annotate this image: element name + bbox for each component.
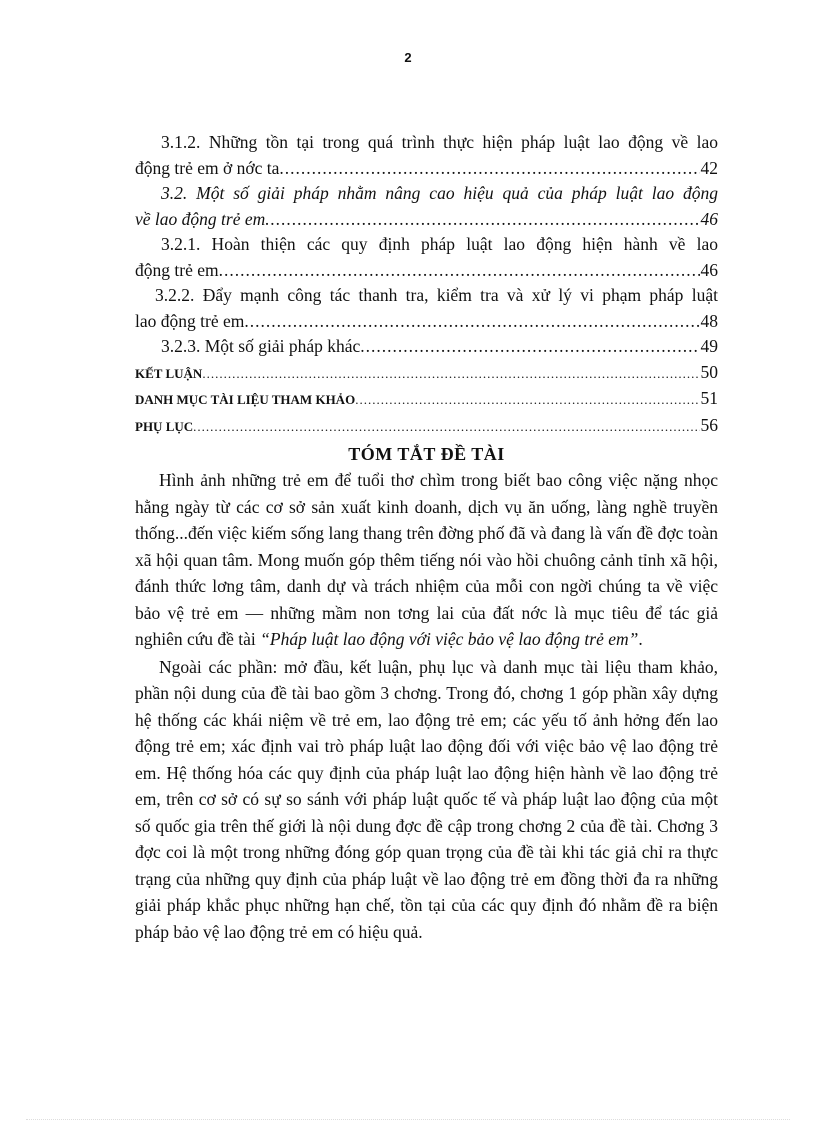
toc-leader-dots (244, 309, 699, 335)
toc-entry-3-1-2 (135, 130, 718, 181)
footer-dotted-rule (26, 1119, 790, 1120)
summary-title: TÓM TẮT ĐỀ TÀI (348, 444, 505, 464)
toc-entry-title: KẾT LUẬN (135, 365, 203, 381)
toc-entry-3-2 (135, 181, 718, 232)
toc-page-number: 42 (700, 157, 718, 178)
toc-entry-title: 3.2.3. Một số giải pháp khác (161, 336, 361, 356)
toc-page-number: 46 (700, 208, 718, 229)
toc-page-number: 49 (700, 336, 718, 356)
toc-page-number: 48 (700, 310, 718, 331)
toc-entry-3-2-2 (135, 283, 718, 334)
toc-leader-dots (360, 334, 699, 360)
summary-paragraph-1-text: Hình ảnh những trẻ em để tuổi thơ chìm trong biết bao công việc nặng nhọc hằng ngày từ các cơ sở sản xuất kinh doanh, dịch vụ ăn uống, làng nghề truyền thống...đến việc kiếm sống lang thang trên đờng phố đã và đang là vấn đề đợc toàn xã hội quan tâm. Mong muốn góp thêm tiếng nói vào hồi chuông cảnh tỉnh xã hội, đánh thức lơng tâm, danh dự và trách nhiệm của mỗi con ngời chúng ta về việc bảo vệ trẻ em — những mầm non tơng lai của đất nớc là mục tiêu để tác giả nghiên cứu đề tài (135, 470, 718, 649)
toc-entry-first-line: 3.2.1. Hoàn thiện các quy định pháp luật lao động hiện hành về lao (161, 234, 718, 254)
toc-leader-dots (219, 258, 700, 284)
toc-entry-3-2-1 (135, 232, 718, 283)
toc-entry-phu-luc (135, 413, 718, 440)
page-number: 2 (404, 50, 412, 65)
summary-paragraph-1 (135, 467, 718, 653)
toc-leader-dots (193, 414, 699, 440)
toc-entry-danh-muc (135, 386, 718, 413)
toc-leader-dots (355, 387, 699, 413)
toc-entry-last-line: động trẻ em (135, 259, 219, 280)
toc-entry-3-2-3 (135, 334, 718, 360)
toc-leader-dots (279, 156, 699, 182)
toc-page-number: 56 (700, 414, 718, 435)
toc-page-number: 46 (700, 259, 718, 280)
table-of-contents (135, 130, 718, 439)
summary-paragraph-2: Ngoài các phần: mở đầu, kết luận, phụ lục và danh mục tài liệu tham khảo, phần nội dung của đề tài bao gồm 3 chơng. Trong đó, chơng 1 góp phần xây dựng hệ thống các khái niệm về trẻ em, lao động trẻ em; các yếu tố ảnh hởng đến lao động trẻ em; xác định vai trò pháp luật lao động đối với việc bảo vệ lao động trẻ em. Hệ thống hóa các quy định của pháp luật lao động hiện hành về lao động trẻ em, trên cơ sở có sự so sánh với pháp luật quốc tế và pháp luật lao động của một số quốc gia trên thế giới là nội dung đợc đề cập trong chơng 2 của đề tài. Chơng 3 đợc coi là một trong những đóng góp quan trọng của đề tài khi tác giả chỉ ra thực trạng của những quy định của pháp luật về lao động trẻ em đồng thời đa ra những giải pháp khắc phục những hạn chế, tồn tại của các quy định đó nhằm đề ra biện pháp bảo vệ lao động trẻ em có hiệu quả. (135, 656, 718, 942)
toc-entry-title: PHỤ LỤC (135, 418, 194, 434)
thesis-title-italic: “Pháp luật lao động với việc bảo vệ lao động trẻ em” (260, 629, 639, 649)
toc-entry-first-line: 3.2. Một số giải pháp nhằm nâng cao hiệu quả của pháp luật lao động (161, 183, 718, 203)
page-content (135, 130, 718, 945)
toc-entry-ket-luan (135, 360, 718, 387)
toc-page-number: 51 (700, 388, 718, 408)
toc-entry-title: DANH MỤC TÀI LIỆU THAM KHẢO (135, 392, 356, 407)
toc-entry-last-line: về lao động trẻ em (135, 208, 266, 229)
toc-entry-first-line: 3.1.2. Những tồn tại trong quá trình thực hiện pháp luật lao động về lao (161, 132, 718, 152)
toc-page-number: 50 (700, 361, 718, 382)
toc-entry-last-line: lao động trẻ em (135, 310, 245, 331)
summary-paragraph-1-end: . (638, 629, 643, 649)
toc-leader-dots (202, 361, 699, 387)
toc-leader-dots (265, 207, 699, 233)
toc-entry-last-line: động trẻ em ở nớc ta (135, 157, 280, 178)
toc-entry-first-line: 3.2.2. Đẩy mạnh công tác thanh tra, kiểm tra và xử lý vi phạm pháp luật (155, 285, 718, 305)
